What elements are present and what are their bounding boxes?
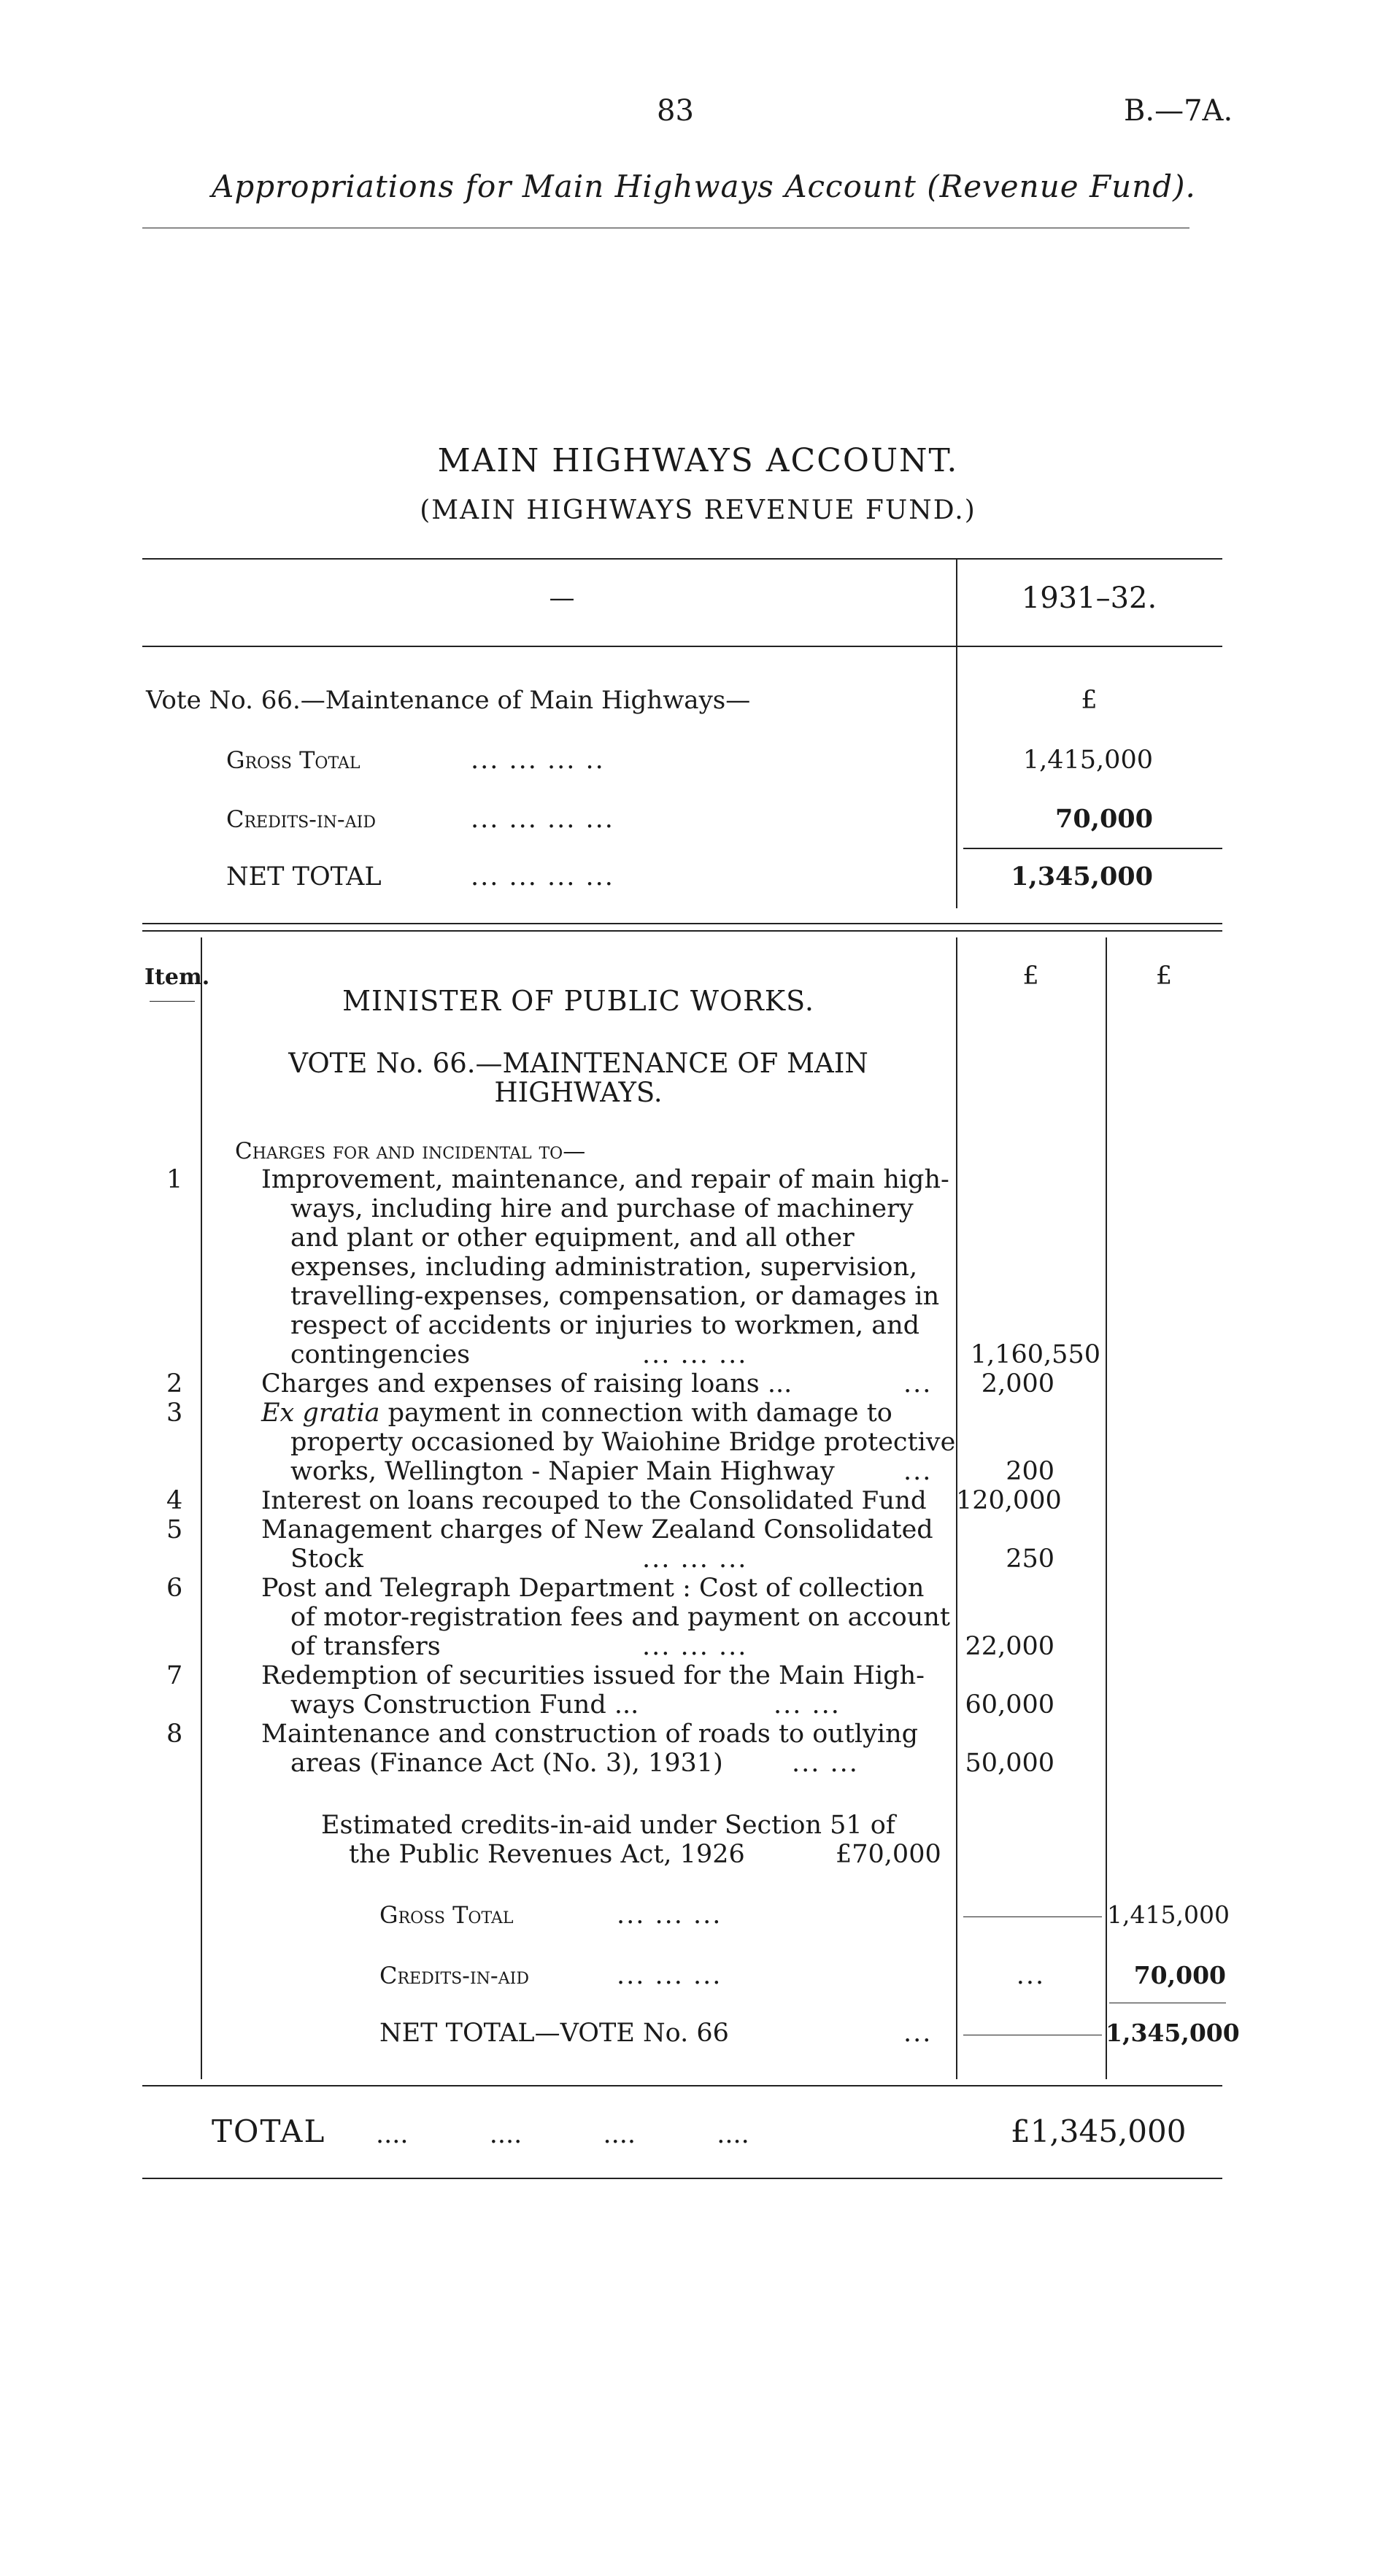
- grand-total-rule-bottom: [142, 2178, 1222, 2179]
- summary-currency: £: [1081, 686, 1098, 715]
- minister-heading: MINISTER OF PUBLIC WORKS.: [342, 985, 814, 1017]
- summary-year: 1931–32.: [1021, 581, 1157, 615]
- account-subtitle: (MAIN HIGHWAYS REVENUE FUND.): [420, 495, 976, 525]
- currency-header-2: £: [1155, 962, 1173, 991]
- summary-vote-label: Vote No. 66.—Maintenance of Main Highways—: [146, 686, 751, 715]
- vote-heading-line2: HIGHWAYS.: [494, 1077, 663, 1108]
- vote-heading-line1: VOTE No. 66.—MAINTENANCE OF MAIN: [288, 1048, 868, 1079]
- summary-dash: —: [549, 584, 575, 613]
- charges-header: Charges for and incidental to—: [235, 1138, 586, 1164]
- document-reference: B.—7A.: [1124, 94, 1233, 128]
- grand-total-rule-top: [142, 2085, 1222, 2086]
- page-number: 83: [657, 94, 694, 128]
- currency-header-1: £: [1022, 962, 1039, 991]
- item-column-header: Item.: [144, 964, 210, 990]
- page-subtitle: Appropriations for Main Highways Account (Revenue Fund).: [212, 169, 1196, 204]
- account-title: MAIN HIGHWAYS ACCOUNT.: [437, 442, 959, 479]
